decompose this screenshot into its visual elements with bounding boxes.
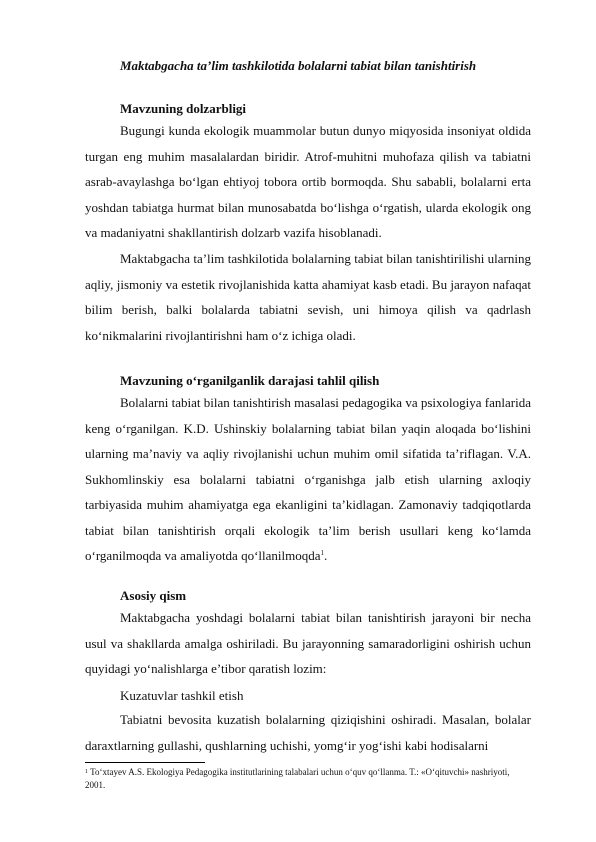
footnote-divider [85,762,205,763]
section-heading-main-part: Asosiy qism [120,588,187,603]
document-title: Maktabgacha ta’lim tashkilotida bolalarni tabiat bilan tanishtirish [120,58,477,73]
paragraph-study-level-text: Bolalarni tabiat bilan tanishtirish masalasi pedagogika va psixologiya fanlarida keng o‘rganilgan. K.D. Ushinskiy bolalarning tabiat bilan yaqin aloqada bo‘lishini ularning ma’naviy va aqliy rivojlanishi uchun muhim omil sifatida ta’riflagan. V.A. Sukhomlinskiy esa bolalarni tabiatni o‘rganishga jalb etish ularning axloqiy tarbiyasida muhim ahamiyatga ega ekanligini ta’kidlagan. Zamonaviy tadqiqotlarda tabiat bilan tanishtirish orqali ekologik ta’lim berish usullari keng ko‘lamda o‘rganilmoqda va amaliyotda qo‘llanilmoqda [85,395,531,563]
paragraph-end-period: . [324,548,328,563]
paragraph-main-part-1: Maktabgacha yoshdagi bolalarni tabiat bilan tanishtirish jarayoni bir necha usul va shakllarda amalga oshiriladi. Bu jarayonning samaradorligini oshirish uchun quyidagi yo‘nalishlarga e’tibor qaratish lozim: [85,610,531,676]
subheading-observations: Kuzatuvlar tashkil etish [120,688,244,703]
footnote-text: To‘xtayev A.S. Ekologiya Pedagogika institutlarining talabalari uchun o‘quv qo‘llanma. T.: «O‘qituvchi» nashriyoti, 2001. [85,767,510,790]
paragraph-study-level [85,390,531,569]
paragraph-relevance-1: Bugungi kunda ekologik muammolar butun dunyo miqyosida insoniyat oldida turgan eng muhim masalalardan biridir. Atrof-muhitni muhofaza qilish va tabiatni asrab-avaylashga bo‘lgan ehtiyoj tobora ortib bormoqda. Shu sababli, bolalarni erta yoshdan tabiatga hurmat bilan munosabatda bo‘lishga o‘rgatish, ularda ekologik ong va madaniyatni shakllantirish dolzarb vazifa hisoblanadi. [85,123,531,240]
paragraph-relevance-2: Maktabgacha ta’lim tashkilotida bolalarning tabiat bilan tanishtirilishi ularning aqliy, jismoniy va estetik rivojlanishida katta ahamiyat kasb etadi. Bu jarayon nafaqat bilim berish, balki bolalarda tabiatni sevish, uni himoya qilish va qadrlash ko‘nikmalarini rivojlantirishni ham o‘z ichiga oladi. [85,251,531,343]
footnote-marker: 1 [85,769,88,775]
footnote-reference: 1 [320,549,325,557]
section-heading-relevance: Mavzuning dolzarbligi [120,101,247,116]
footnote [85,766,531,792]
paragraph-observations: Tabiatni bevosita kuzatish bolalarning qiziqishini oshiradi. Masalan, bolalar daraxtlarning gullashi, qushlarning uchishi, yomg‘ir yog‘ishi kabi hodisalarni [85,712,531,753]
section-heading-study-level: Mavzuning o‘rganilganlik darajasi tahlil qilish [120,373,380,388]
